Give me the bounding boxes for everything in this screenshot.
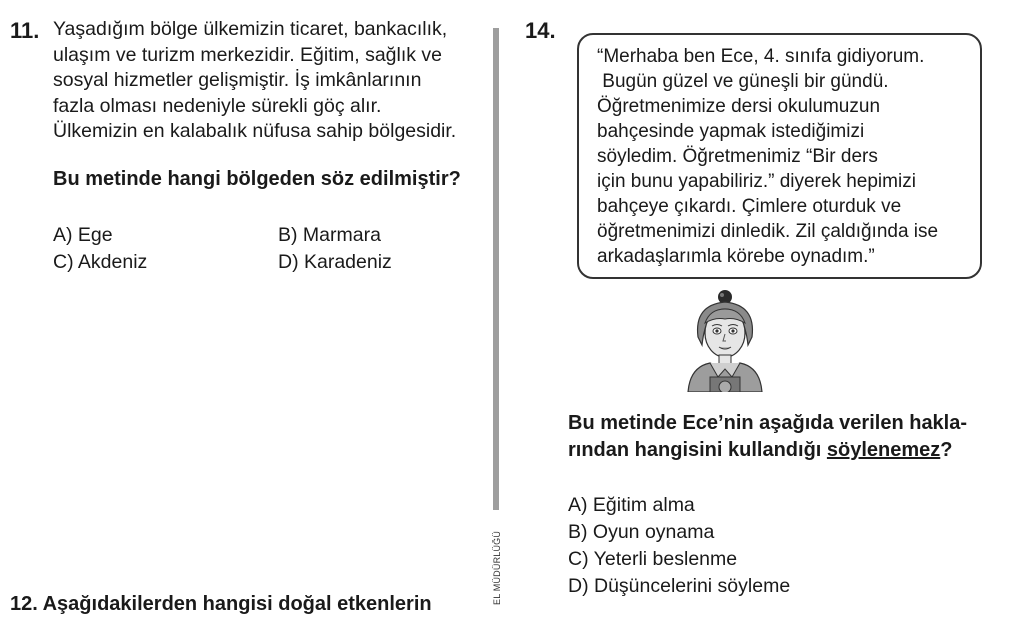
- question-14-number: 14.: [525, 18, 556, 43]
- column-divider: [493, 28, 499, 510]
- question-11-text: [53, 17, 456, 145]
- question-11-line: sosyal hizmetler gelişmiştir. İş imkânlarının: [53, 69, 422, 91]
- speech-line: “Merhaba ben Ece, 4. sınıfa gidiyorum.: [597, 46, 925, 67]
- question-14-option-c[interactable]: C) Yeterli beslenme: [568, 548, 738, 570]
- footer-vertical-text: EL MÜDÜRLÜĞÜ: [492, 530, 502, 605]
- question-14-prompt-line2: [568, 437, 953, 463]
- speech-line: Öğretmenimize dersi okulumuzun: [597, 96, 881, 117]
- question-11-option-b[interactable]: B) Marmara: [278, 224, 381, 246]
- question-11-line: ulaşım ve turizm merkezidir. Eğitim, sağlık ve: [53, 43, 443, 66]
- question-11-option-d[interactable]: D) Karadeniz: [278, 251, 392, 273]
- prompt-underlined-word: söylenemez: [826, 439, 941, 461]
- speech-line: için bunu yapabiliriz.” diyerek hepimizi: [597, 171, 916, 192]
- question-14-option-b[interactable]: B) Oyun oynama: [568, 521, 715, 543]
- speech-line: öğretmenimizi dinledik. Zil çaldığında ise: [597, 221, 939, 242]
- question-11-line: Ülkemizin en kalabalık nüfusa sahip bölgesidir.: [53, 120, 457, 142]
- question-11-number: 11.: [10, 18, 40, 43]
- girl-illustration: [680, 287, 770, 392]
- speech-bubble-text: [597, 44, 938, 269]
- question-12-partial: 12. Aşağıdakilerden hangisi doğal etkenlerin: [10, 593, 432, 615]
- question-11-prompt: Bu metinde hangi bölgeden söz edilmiştir?: [53, 168, 461, 190]
- question-11-line: Yaşadığım bölge ülkemizin ticaret, bankacılık,: [53, 18, 448, 40]
- speech-line: Bugün güzel ve güneşli bir gündü.: [597, 71, 889, 92]
- prompt-text: rından hangisini kullandığı: [568, 439, 827, 461]
- speech-line: arkadaşlarımla körebe oynadım.”: [597, 246, 875, 267]
- question-11-option-c[interactable]: C) Akdeniz: [53, 251, 148, 273]
- question-11-option-a[interactable]: A) Ege: [53, 224, 113, 246]
- question-11-line: fazla olması nedeniyle sürekli göç alır.: [53, 94, 382, 117]
- prompt-question-mark: ?: [940, 439, 953, 461]
- question-14-option-a[interactable]: A) Eğitim alma: [568, 494, 695, 516]
- speech-line: bahçeye çıkardı. Çimlere oturduk ve: [597, 196, 902, 217]
- question-14-prompt-line1: Bu metinde Ece’nin aşağıda verilen hakla-: [568, 412, 968, 434]
- question-14-option-d[interactable]: D) Düşüncelerini söyleme: [568, 575, 791, 597]
- speech-line: bahçesinde yapmak istediğimizi: [597, 121, 865, 142]
- speech-line: söyledim. Öğretmenimiz “Bir ders: [597, 146, 878, 167]
